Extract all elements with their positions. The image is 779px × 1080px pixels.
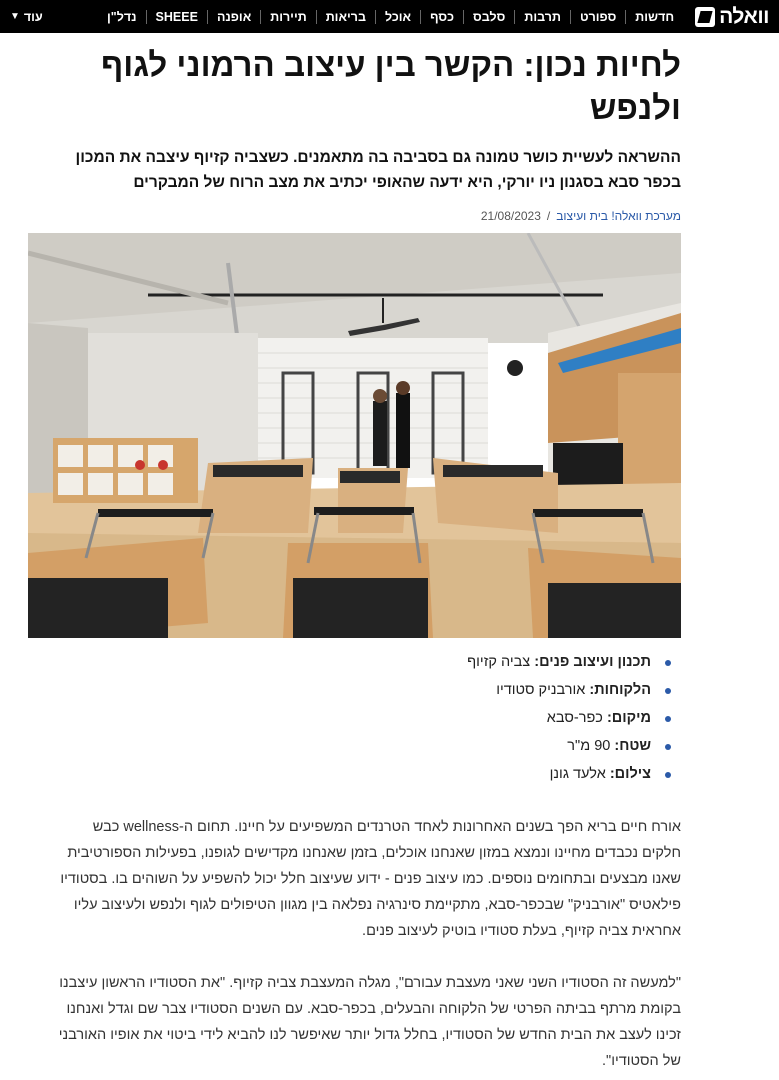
nav-item-culture[interactable]: תרבות [514, 10, 570, 24]
logo-text: וואלה [719, 4, 769, 28]
detail-item [56, 732, 651, 760]
nav-item-travel[interactable]: תיירות [260, 10, 315, 24]
nav-item-fashion[interactable]: אופנה [207, 10, 260, 24]
nav-item-health[interactable]: בריאות [316, 10, 375, 24]
detail-value: אורבניק סטודיו [496, 682, 586, 698]
detail-label: מיקום: [606, 710, 651, 726]
article [0, 43, 779, 1074]
article-paragraph: אורח חיים בריא הפך בשנים האחרונות לאחד הטרנדים המשפיעים על חיינו. תחום ה-wellness כבש חלקים נכבדים מחיינו ונמצא במזון שאנחנו אוכלים, בזמן שאנחנו מקדישים לגופנו, בפעילות הספורטיבית שאנו מבצעים ובתחומים נוספים. כמו עיצוב פנים - ידוע שעיצוב חלל יכול להשפיע על השוהים בו. בסטודיו פילאטיס "אורבניק" שבכפר-סבא, מתקיימת סינרגיה נפלאה בין מגוון הטיפולים לגוף ולנפש ולעיצוב עליו אחראית צביה קזיוף, בעלת סטודיו בוטיק לעיצוב פנים. [60, 819, 681, 939]
article-meta [56, 209, 681, 223]
nav-item-food[interactable]: אוכל [375, 10, 420, 24]
detail-value: 90 מ"ר [567, 738, 611, 754]
more-label: עוד [23, 9, 43, 24]
detail-label: צילום: [609, 766, 651, 782]
more-menu-button[interactable] [10, 10, 43, 24]
project-details-list [56, 648, 681, 788]
article-subtitle: ההשראה לעשיית כושר טמונה גם בסביבה בה מתאמנים. כשצביה קזיוף עיצבה את המכון בכפר סבא בסגנון ניו יורקי, היא ידעה שהאופי יכתיב את מצב הרוח של המבקרים [75, 149, 681, 191]
detail-item [56, 704, 651, 732]
detail-item [56, 676, 651, 704]
nav-item-realestate[interactable]: נדל"ן [107, 9, 137, 24]
detail-label: הלקוחות: [589, 682, 651, 698]
article-date: 21/08/2023 [480, 209, 541, 223]
top-navigation [0, 0, 779, 33]
hero-image-pilates-studio [28, 233, 681, 638]
detail-item [56, 760, 651, 788]
detail-label: שטח: [614, 738, 651, 754]
detail-label: תכנון ועיצוב פנים: [534, 654, 651, 670]
nav-item-celebs[interactable]: סלבס [463, 10, 514, 24]
article-title: לחיות נכון: הקשר בין עיצוב הרמוני לגוף ולנפש [100, 46, 681, 126]
detail-value: אלעד גונן [549, 766, 606, 782]
chevron-down-icon: ▼ [10, 11, 20, 22]
nav-item-sheee[interactable]: SHEEE [146, 10, 207, 24]
meta-separator: / [546, 209, 551, 223]
pilates-studio-illustration [28, 233, 681, 638]
detail-value: כפר-סבא [546, 710, 603, 726]
nav-item-sport[interactable]: ספורט [570, 10, 625, 24]
article-paragraph: "למעשה זה הסטודיו השני שאני מעצבת עבורם", מגלה המעצבת צביה קזיוף. "את הסטודיו הראשון עיצבנו בקומת מרתף בביתה הפרטי של הלקוחה והבעלים, בכפר-סבא. עם השנים הסטודיו צבר שם וגדל ואנחנו זכינו לעצב את הבית החדש של הסטודיו, בחלל גדול יותר שאיפשר לנו להביא לידי ביטוי את אופיו האורבני של הסטודיו". [58, 975, 681, 1069]
detail-item [56, 648, 651, 676]
section-nav [43, 10, 683, 24]
detail-value: צביה קזיוף [467, 654, 531, 670]
logo-mark-icon [695, 7, 715, 27]
walla-logo[interactable] [695, 5, 769, 29]
nav-item-money[interactable]: כסף [420, 10, 463, 24]
nav-item-news[interactable]: חדשות [625, 10, 683, 24]
article-author-link[interactable]: מערכת וואלה! בית ועיצוב [556, 209, 681, 223]
